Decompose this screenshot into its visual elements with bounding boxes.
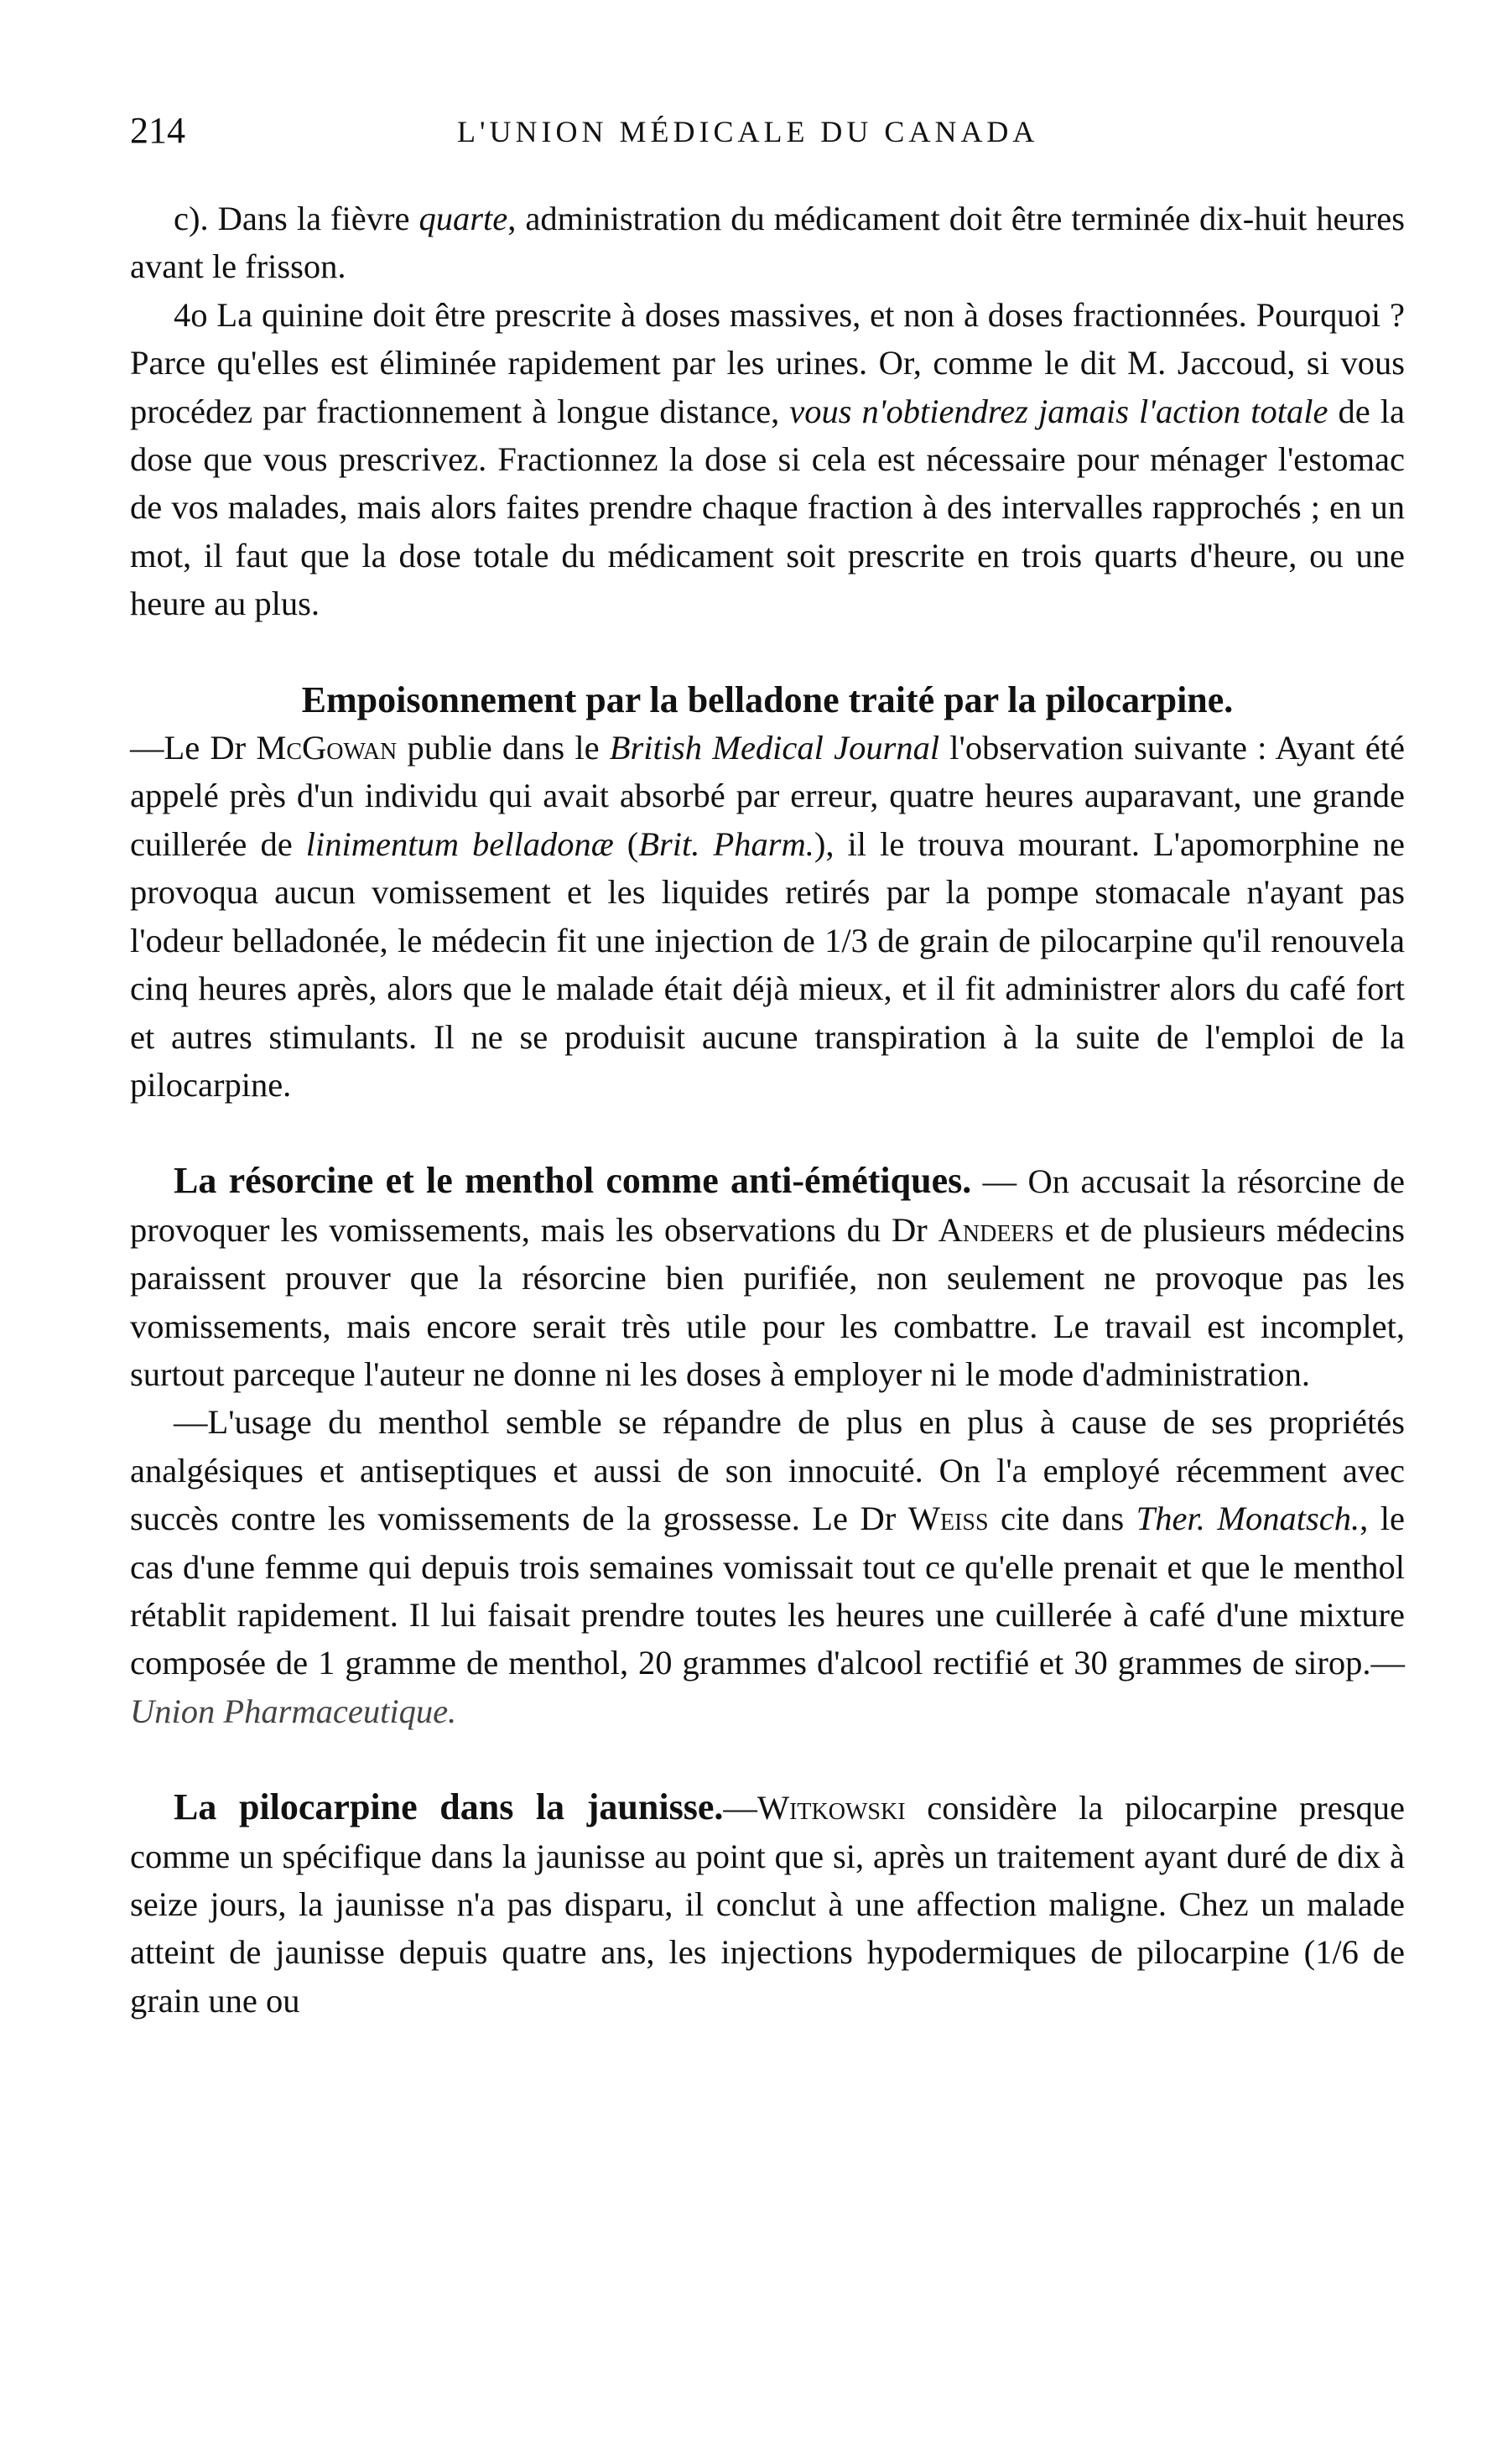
- author-name: Witkowski: [756, 1789, 906, 1827]
- paragraph-fever-timing: [130, 195, 1405, 291]
- text-run: de la dose que vous prescrivez. Fractionnez la dose si cela est nécessaire pour ménager l'estomac de vos malades, mais alors faites prendre chaque fraction à des intervalles rapprochés ; en un mot, il faut que la dose totale du médicament soit prescrite en trois quarts d'heure, ou une heure au plus.: [130, 392, 1405, 623]
- text-run: , administration du médicament doit être terminée dix-huit heures avant le frisson.: [130, 200, 1405, 286]
- section-pilocarpine-jaunisse: [130, 1783, 1405, 2025]
- author-name: McGowan: [256, 729, 398, 767]
- italic-run: quarte: [419, 200, 508, 237]
- journal-name: British Medical Journal: [609, 729, 940, 767]
- section-belladone: [130, 676, 1405, 1110]
- text-run: considère la pilocarpine presque comme un spécifique dans la jaunisse au point que si, après un traitement ayant duré de dix à seize jours, la jaunisse n'a pas disparu, il conclut à une affection maligne. Chez un malade atteint de jaunisse depuis quatre ans, les injections hypodermiques de pilocarpine (1/6 de grain une ou: [130, 1789, 1406, 2020]
- text-run: —Le Dr: [130, 729, 257, 767]
- body-text: [130, 195, 1405, 2025]
- text-run: (: [613, 824, 639, 863]
- text-run: —L'usage du menthol semble se répandre de plus en plus à cause de ses propriétés analgésiques et antiseptiques et aussi de son innocuité. On l'a employé récemment avec succès contre les vomissements de la grossesse. Le Dr: [130, 1403, 1405, 1538]
- italic-run: vous n'obtiendrez jamais l'action totale: [789, 392, 1328, 430]
- text-run: et de plusieurs médecins paraissent prouver que la résorcine bien purifiée, non seulement ne provoque pas les vomissements, mais encore serait très utile pour les combattre. Le travail est incomplet, surtout parceque l'auteur ne donne ni les doses à employer ni le mode d'administration.: [130, 1210, 1405, 1393]
- text-run: 4o La quinine doit être prescrite à doses massives, et non à doses fractionnées. Pourquoi ? Parce qu'elles est éliminée rapidement par les urines. Or, comme le dit M. Jaccoud, si vous procédez par fractionnement à longue distance,: [130, 295, 1405, 430]
- text-run: c). Dans la fièvre: [174, 200, 419, 237]
- text-run: cite dans: [988, 1500, 1136, 1538]
- author-name: Weiss: [907, 1500, 989, 1538]
- section-heading: La résorcine et le menthol comme anti-émétiques.: [174, 1160, 972, 1202]
- italic-run: Brit. Pharm.: [638, 824, 814, 863]
- text-run: publie dans le: [397, 729, 610, 767]
- text-run: , le cas d'une femme qui depuis trois semaines vomissait tout ce qu'elle prenait et que le menthol rétablit rapidement. Il lui faisait prendre toutes les heures une cuillerée à café d'une mixture composée de 1 gramme de menthol, 20 grammes d'alcool rectifié et 30 grammes de sirop.—: [130, 1500, 1405, 1682]
- page-number: 214: [130, 110, 185, 151]
- journal-title: L'UNION MÉDICALE DU CANADA: [457, 115, 1039, 148]
- text-run: —: [723, 1789, 757, 1827]
- section-heading: La pilocarpine dans la jaunisse.: [174, 1786, 724, 1828]
- section-heading: Empoisonnement par la belladone traité par la pilocarpine.: [301, 678, 1234, 720]
- paragraph-quinine-doses: [130, 291, 1405, 628]
- source-citation: Union Pharmaceutique.: [130, 1692, 457, 1730]
- text-run: ), il le trouva mourant. L'apomorphine ne provoqua aucun vomissement et les liquides retirés par la pompe stomacale n'ayant pas l'odeur belladonée, le médecin fit une injection de 1/3 de grain de pilocarpine qu'il renouvela cinq heures après, alors que le malade était déjà mieux, et il fit administrer alors du café fort et autres stimulants. Il ne se produisit aucune transpiration à la suite de l'emploi de la pilocarpine.: [130, 824, 1405, 1104]
- text-run: — On accusait la résorcine de provoquer les vomissements, mais les observations du Dr: [130, 1162, 1405, 1249]
- running-head: [130, 109, 1405, 159]
- italic-run: linimentum belladonæ: [305, 824, 614, 863]
- journal-name: Ther. Monatsch.: [1136, 1500, 1360, 1538]
- author-name: Andeers: [938, 1210, 1054, 1249]
- paragraph-menthol: [130, 1398, 1405, 1735]
- section-resorcine-menthol: [130, 1157, 1405, 1398]
- text-run: l'observation suivante : Ayant été appelé près d'un individu qui avait absorbé par erreur, quatre heures auparavant, une grande cuillerée de: [130, 729, 1406, 863]
